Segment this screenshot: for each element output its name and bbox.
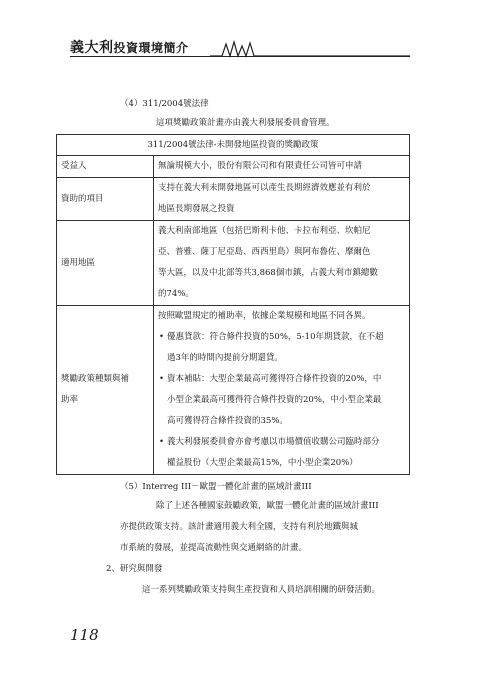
content-line: 的74%。 — [158, 289, 194, 299]
bullet-icon: • — [159, 374, 165, 384]
content-line: 支持在義大利未開發地區可以產生長期經濟效應並有利於 — [158, 183, 371, 193]
incentive-policy-table — [56, 134, 410, 475]
table-row — [57, 156, 410, 178]
section-2-heading: 2、研究與開發 — [106, 564, 163, 574]
bullet-item: • 義大利發展委員會亦會考慮以市場價值收購公司臨時部分 — [158, 432, 405, 453]
bullet-icon: • — [159, 332, 165, 342]
content-line: 小型企業最高可獲得符合條件投資的20%，中小型企業最 — [167, 395, 382, 405]
section-5-line: 除了上述各種國家鼓勵政策，歐盟一體化計畫的區域計畫III — [156, 501, 379, 511]
section-4-heading: （4）311/2004號法律 — [120, 99, 209, 109]
content-line: 無論規模大小，股份有限公司和有限責任公司皆可申請 — [158, 161, 363, 171]
content-line: 高可獲得符合條件投資的35%。 — [167, 416, 288, 426]
row-label-beneficiary: 受益人 — [57, 156, 154, 178]
table-caption: 311/2004號法律-未開發地區投資的獎勵政策 — [57, 135, 410, 156]
section-5-line: 市系統的發展，並提高流動性與交通網絡的計畫。 — [120, 543, 308, 553]
section-5-line: 亦提供政策支持。該計畫適用義大利全國，支持有利於地鐵與城 — [120, 522, 359, 532]
bullet-item: • 資本補貼：大型企業最高可獲得符合條件投資的20%，中 — [158, 369, 405, 390]
content-line: 權益股份（大型企業最高15%，中小型企業20%） — [167, 458, 358, 468]
content-line: 亞、普雅、薩丁尼亞島、西西里島）與阿布魯佐、摩爾色 — [158, 247, 371, 257]
table-row — [57, 178, 410, 221]
chapter-header — [70, 37, 189, 57]
content-line: 按照歐盟規定的補助率，依據企業規模和地區不同各異。 — [158, 311, 371, 321]
section-5-heading: （5）Interreg III－歐盟一體化計畫的區域計畫III — [120, 482, 312, 492]
row-label-funded-projects: 資助的項目 — [57, 178, 154, 221]
label-line: 獎勵政策種類與補 — [61, 374, 130, 384]
content-line: 義大利南部地區（包括巴斯利卡他、卡拉布利亞、坎帕尼 — [158, 226, 371, 236]
section-2-intro: 這一系列獎勵政策支持與生產投資和人員培訓相關的研發活動。 — [142, 585, 381, 595]
bullet-icon: • — [159, 437, 165, 447]
page-number: 118 — [70, 626, 99, 644]
content-line: 等大區，以及中北部等共3,868個市鎮，占義大利市鎮總數 — [158, 268, 378, 278]
table-row — [57, 306, 410, 475]
row-content-applicable-regions — [154, 221, 410, 306]
row-content-beneficiary — [154, 156, 410, 178]
row-label-incentive-types — [57, 306, 154, 475]
content-line: 過3年的時間內提前分期還貸。 — [167, 353, 283, 363]
header-title-rest: 投資環境簡介 — [113, 41, 189, 55]
section-4-intro: 這項獎勵政策計畫亦由義大利發展委員會管理。 — [156, 118, 335, 128]
bullet-item: • 優惠貸款：符合條件投資的50%，5-10年期貸款，在不超 — [158, 327, 405, 348]
row-label-applicable-regions: 適用地區 — [57, 221, 154, 306]
row-content-funded-projects — [154, 178, 410, 221]
table-row — [57, 221, 410, 306]
header-rule — [70, 56, 410, 57]
label-line: 助率 — [61, 395, 79, 405]
header-title-country: 義大利 — [70, 40, 114, 56]
content-line: 地區長期發展之投資 — [158, 204, 235, 214]
row-content-incentive-types — [154, 306, 410, 475]
